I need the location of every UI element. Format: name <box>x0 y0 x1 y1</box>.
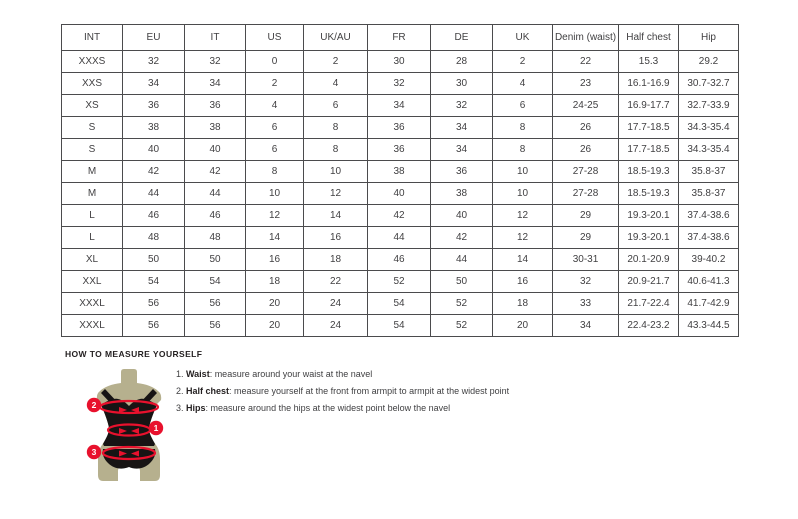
table-cell: 18.5-19.3 <box>619 183 679 205</box>
table-row <box>62 51 739 73</box>
table-cell: 8 <box>304 117 368 139</box>
table-cell: 36 <box>368 139 431 161</box>
table-cell: 17.7-18.5 <box>619 117 679 139</box>
column-header: EU <box>123 25 185 51</box>
table-cell: 41.7-42.9 <box>679 293 739 315</box>
table-cell: 48 <box>185 227 246 249</box>
table-cell: 34.3-35.4 <box>679 117 739 139</box>
table-cell: 44 <box>185 183 246 205</box>
table-cell: 16.9-17.7 <box>619 95 679 117</box>
table-cell: 50 <box>123 249 185 271</box>
table-cell: 16.1-16.9 <box>619 73 679 95</box>
table-row <box>62 205 739 227</box>
table-cell: 10 <box>246 183 304 205</box>
table-cell: 50 <box>185 249 246 271</box>
table-cell: 15.3 <box>619 51 679 73</box>
column-header: UK <box>493 25 553 51</box>
table-cell: 32 <box>553 271 619 293</box>
column-header: IT <box>185 25 246 51</box>
table-cell: 20 <box>246 315 304 337</box>
table-cell: XXXL <box>62 293 123 315</box>
measure-list <box>176 369 596 420</box>
table-cell: 29 <box>553 205 619 227</box>
table-cell: 6 <box>246 139 304 161</box>
measure-item-text: : measure around the hips at the widest point below the navel <box>205 403 451 413</box>
measure-item <box>176 369 596 380</box>
table-cell: 30-31 <box>553 249 619 271</box>
table-cell: 54 <box>368 315 431 337</box>
table-cell: 22 <box>553 51 619 73</box>
table-cell: 52 <box>368 271 431 293</box>
size-table-body <box>62 51 739 337</box>
table-cell: 14 <box>493 249 553 271</box>
table-cell: L <box>62 227 123 249</box>
measure-item <box>176 403 596 414</box>
table-cell: 52 <box>431 315 493 337</box>
table-cell: 33 <box>553 293 619 315</box>
table-cell: 34 <box>553 315 619 337</box>
table-cell: 18 <box>493 293 553 315</box>
table-cell: 42 <box>431 227 493 249</box>
table-cell: 4 <box>493 73 553 95</box>
table-row <box>62 249 739 271</box>
column-header: FR <box>368 25 431 51</box>
table-cell: 50 <box>431 271 493 293</box>
table-cell: 34 <box>185 73 246 95</box>
table-cell: 8 <box>493 139 553 161</box>
table-cell: XXS <box>62 73 123 95</box>
column-header: Denim (waist) <box>553 25 619 51</box>
table-cell: 36 <box>431 161 493 183</box>
table-cell: 35.8-37 <box>679 161 739 183</box>
table-cell: 54 <box>123 271 185 293</box>
table-cell: 38 <box>185 117 246 139</box>
table-cell: 4 <box>246 95 304 117</box>
badge-waist-number: 1 <box>153 423 159 434</box>
table-cell: 10 <box>493 161 553 183</box>
table-row <box>62 73 739 95</box>
table-cell: M <box>62 161 123 183</box>
measure-item-number: 2. <box>176 386 187 396</box>
table-row <box>62 293 739 315</box>
table-cell: 4 <box>304 73 368 95</box>
table-cell: 43.3-44.5 <box>679 315 739 337</box>
table-cell: 20.9-21.7 <box>619 271 679 293</box>
table-cell: L <box>62 205 123 227</box>
table-cell: 10 <box>493 183 553 205</box>
table-cell: 48 <box>123 227 185 249</box>
table-cell: 0 <box>246 51 304 73</box>
table-cell: 52 <box>431 293 493 315</box>
table-row <box>62 315 739 337</box>
table-cell: 18.5-19.3 <box>619 161 679 183</box>
column-header: DE <box>431 25 493 51</box>
table-cell: 34 <box>368 95 431 117</box>
table-cell: 36 <box>123 95 185 117</box>
table-row <box>62 95 739 117</box>
table-cell: 39-40.2 <box>679 249 739 271</box>
table-cell: 36 <box>185 95 246 117</box>
table-cell: 2 <box>493 51 553 73</box>
table-cell: 12 <box>246 205 304 227</box>
table-cell: 20 <box>493 315 553 337</box>
table-cell: 6 <box>493 95 553 117</box>
table-row <box>62 139 739 161</box>
table-cell: 18 <box>304 249 368 271</box>
table-cell: 8 <box>246 161 304 183</box>
table-cell: 27-28 <box>553 161 619 183</box>
table-cell: 8 <box>493 117 553 139</box>
table-cell: 34 <box>431 139 493 161</box>
table-cell: 26 <box>553 139 619 161</box>
table-cell: 32 <box>431 95 493 117</box>
table-cell: 14 <box>246 227 304 249</box>
table-cell: 22.4-23.2 <box>619 315 679 337</box>
table-cell: 23 <box>553 73 619 95</box>
column-header: Half chest <box>619 25 679 51</box>
table-cell: 24 <box>304 293 368 315</box>
measure-item-term: Half chest <box>186 386 230 396</box>
measure-item-text: : measure yourself at the front from armpit to armpit at the widest point <box>229 386 510 396</box>
table-cell: 16 <box>304 227 368 249</box>
table-cell: XXXL <box>62 315 123 337</box>
table-cell: 38 <box>368 161 431 183</box>
table-cell: 32 <box>185 51 246 73</box>
size-chart-table <box>61 24 739 337</box>
column-header: INT <box>62 25 123 51</box>
table-cell: 20.1-20.9 <box>619 249 679 271</box>
table-cell: 16 <box>246 249 304 271</box>
table-cell: 42 <box>185 161 246 183</box>
table-cell: 56 <box>123 315 185 337</box>
table-cell: XXL <box>62 271 123 293</box>
table-cell: 56 <box>185 293 246 315</box>
table-cell: 6 <box>246 117 304 139</box>
table-cell: 54 <box>185 271 246 293</box>
table-cell: 54 <box>368 293 431 315</box>
measure-item-number: 1. <box>176 369 187 379</box>
table-cell: 6 <box>304 95 368 117</box>
table-cell: XS <box>62 95 123 117</box>
table-cell: 30 <box>431 73 493 95</box>
table-row <box>62 227 739 249</box>
table-cell: 29.2 <box>679 51 739 73</box>
measure-item-text: : measure around your waist at the navel <box>209 369 373 379</box>
table-cell: 40 <box>185 139 246 161</box>
table-cell: 30 <box>368 51 431 73</box>
table-cell: 27-28 <box>553 183 619 205</box>
table-cell: 20 <box>246 293 304 315</box>
table-cell: S <box>62 139 123 161</box>
table-cell: 38 <box>123 117 185 139</box>
table-cell: 32.7-33.9 <box>679 95 739 117</box>
table-cell: 46 <box>185 205 246 227</box>
size-table-header-row <box>62 25 739 51</box>
table-cell: 40 <box>431 205 493 227</box>
table-cell: 34 <box>431 117 493 139</box>
table-cell: 8 <box>304 139 368 161</box>
table-cell: 24 <box>304 315 368 337</box>
table-cell: XL <box>62 249 123 271</box>
table-cell: 46 <box>368 249 431 271</box>
table-cell: 12 <box>493 205 553 227</box>
table-cell: 2 <box>246 73 304 95</box>
table-cell: 14 <box>304 205 368 227</box>
table-cell: 42 <box>123 161 185 183</box>
table-cell: 42 <box>368 205 431 227</box>
table-cell: 56 <box>123 293 185 315</box>
table-cell: 46 <box>123 205 185 227</box>
table-cell: 12 <box>304 183 368 205</box>
table-cell: 28 <box>431 51 493 73</box>
column-header: Hip <box>679 25 739 51</box>
table-cell: M <box>62 183 123 205</box>
table-cell: 38 <box>431 183 493 205</box>
table-cell: 30.7-32.7 <box>679 73 739 95</box>
column-header: US <box>246 25 304 51</box>
table-cell: 19.3-20.1 <box>619 227 679 249</box>
table-cell: 44 <box>368 227 431 249</box>
table-cell: 26 <box>553 117 619 139</box>
table-cell: 36 <box>368 117 431 139</box>
table-cell: 12 <box>493 227 553 249</box>
measure-item-number: 3. <box>176 403 187 413</box>
table-row <box>62 117 739 139</box>
table-cell: 40 <box>123 139 185 161</box>
table-cell: S <box>62 117 123 139</box>
badge-hips-number: 3 <box>91 447 97 458</box>
table-cell: 56 <box>185 315 246 337</box>
measure-item-term: Waist <box>186 369 210 379</box>
table-cell: 32 <box>123 51 185 73</box>
table-cell: 37.4-38.6 <box>679 227 739 249</box>
table-cell: 21.7-22.4 <box>619 293 679 315</box>
table-cell: 32 <box>368 73 431 95</box>
table-cell: 37.4-38.6 <box>679 205 739 227</box>
table-cell: 35.8-37 <box>679 183 739 205</box>
measure-item <box>176 386 596 397</box>
table-cell: 24-25 <box>553 95 619 117</box>
measure-section-heading: HOW TO MEASURE YOURSELF <box>65 349 203 359</box>
measure-item-term: Hips <box>186 403 206 413</box>
table-cell: 2 <box>304 51 368 73</box>
table-cell: 18 <box>246 271 304 293</box>
badge-half-chest-number: 2 <box>91 400 97 411</box>
column-header: UK/AU <box>304 25 368 51</box>
table-cell: 34 <box>123 73 185 95</box>
table-cell: 17.7-18.5 <box>619 139 679 161</box>
table-cell: 22 <box>304 271 368 293</box>
table-cell: 44 <box>431 249 493 271</box>
table-cell: 29 <box>553 227 619 249</box>
table-row <box>62 271 739 293</box>
table-cell: 16 <box>493 271 553 293</box>
table-row <box>62 161 739 183</box>
table-cell: 40 <box>368 183 431 205</box>
table-cell: 40.6-41.3 <box>679 271 739 293</box>
table-cell: 10 <box>304 161 368 183</box>
table-cell: 34.3-35.4 <box>679 139 739 161</box>
table-cell: 19.3-20.1 <box>619 205 679 227</box>
table-cell: 44 <box>123 183 185 205</box>
table-row <box>62 183 739 205</box>
table-cell: XXXS <box>62 51 123 73</box>
